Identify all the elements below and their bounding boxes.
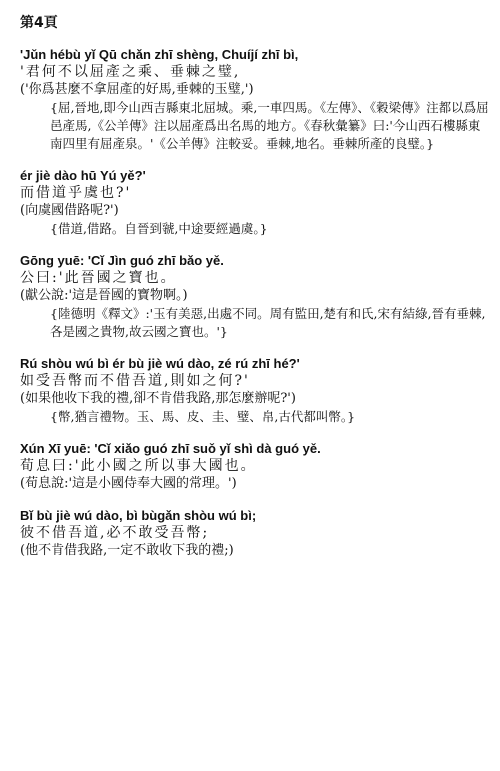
chinese-line: '君何不以屈產之乘、垂棘之璧, bbox=[20, 64, 241, 80]
passage-3 bbox=[20, 252, 490, 341]
passage-4 bbox=[20, 355, 490, 426]
pinyin-line: Rú shòu wú bì ér bù jiè wú dào, zé rú zhī hé?' bbox=[20, 356, 300, 371]
pinyin-line: 'Jǔn hébù yǐ Qū chǎn zhī shèng, Chuíjí zhī bì, bbox=[20, 47, 299, 62]
chinese-line: 荀息曰:'此小國之所以事大國也。 bbox=[20, 458, 257, 474]
translation-line: ('你爲甚麼不拿屈產的好馬,垂棘的玉璧,') bbox=[20, 82, 254, 97]
annotation-note: {幣,猶言禮物。玉、馬、皮、圭、璧、帛,古代都叫幣。} bbox=[50, 409, 356, 424]
pinyin-line: Xún Xī yuē: 'Cǐ xiǎo guó zhī suǒ yǐ shì dà guó yě. bbox=[20, 441, 321, 456]
annotation-note: {屈,晉地,即今山西吉縣東北屈城。乘,一車四馬。《左傳》、《穀梁傳》注都以爲屈邑產馬,《公羊傳》注以屈產爲出名馬的地方。《春秋彙纂》曰:'今山西石樓縣東南四里有屈產泉。'《公羊傳》注較妥。垂棘,地名。垂棘所產的良璧。} bbox=[50, 100, 489, 151]
translation-line: (他不肯借我路,一定不敢收下我的禮;) bbox=[20, 543, 234, 558]
passage-5 bbox=[20, 440, 490, 493]
chinese-line: 彼不借吾道,必不敢受吾幣; bbox=[20, 525, 210, 541]
chinese-line: 公曰:'此晉國之寶也。 bbox=[20, 270, 177, 286]
chinese-line: 如受吾幣而不借吾道,則如之何?' bbox=[20, 373, 250, 389]
pinyin-line: Gōng yuē: 'Cǐ Jìn guó zhī bǎo yě. bbox=[20, 253, 224, 268]
chinese-line: 而借道乎虞也?' bbox=[20, 185, 132, 201]
annotation-note: {陸德明《釋文》:'玉有美惡,出處不同。周有監田,楚有和氏,宋有結綠,晉有垂棘,各是國之貴物,故云國之寶也。'} bbox=[50, 306, 486, 339]
translation-line: (向虞國借路呢?') bbox=[20, 203, 119, 218]
translation-line: (荀息說:'這是小國侍奉大國的常理。') bbox=[20, 476, 237, 491]
pinyin-line: ér jiè dào hū Yú yě?' bbox=[20, 168, 146, 183]
translation-line: (如果他收下我的禮,卻不肯借我路,那怎麼辦呢?') bbox=[20, 391, 296, 406]
annotation-note: {借道,借路。自晉到虢,中途要經過虞。} bbox=[50, 221, 268, 236]
passage-2 bbox=[20, 167, 490, 238]
passage-6 bbox=[20, 507, 490, 560]
translation-line: (獻公說:'這是晉國的寶物啊。) bbox=[20, 288, 188, 303]
passage-1 bbox=[20, 46, 490, 153]
pinyin-line: Bǐ bù jiè wú dào, bì bùgǎn shòu wú bì; bbox=[20, 508, 257, 523]
page-header: 第4頁 bbox=[20, 15, 58, 31]
page bbox=[20, 12, 490, 574]
